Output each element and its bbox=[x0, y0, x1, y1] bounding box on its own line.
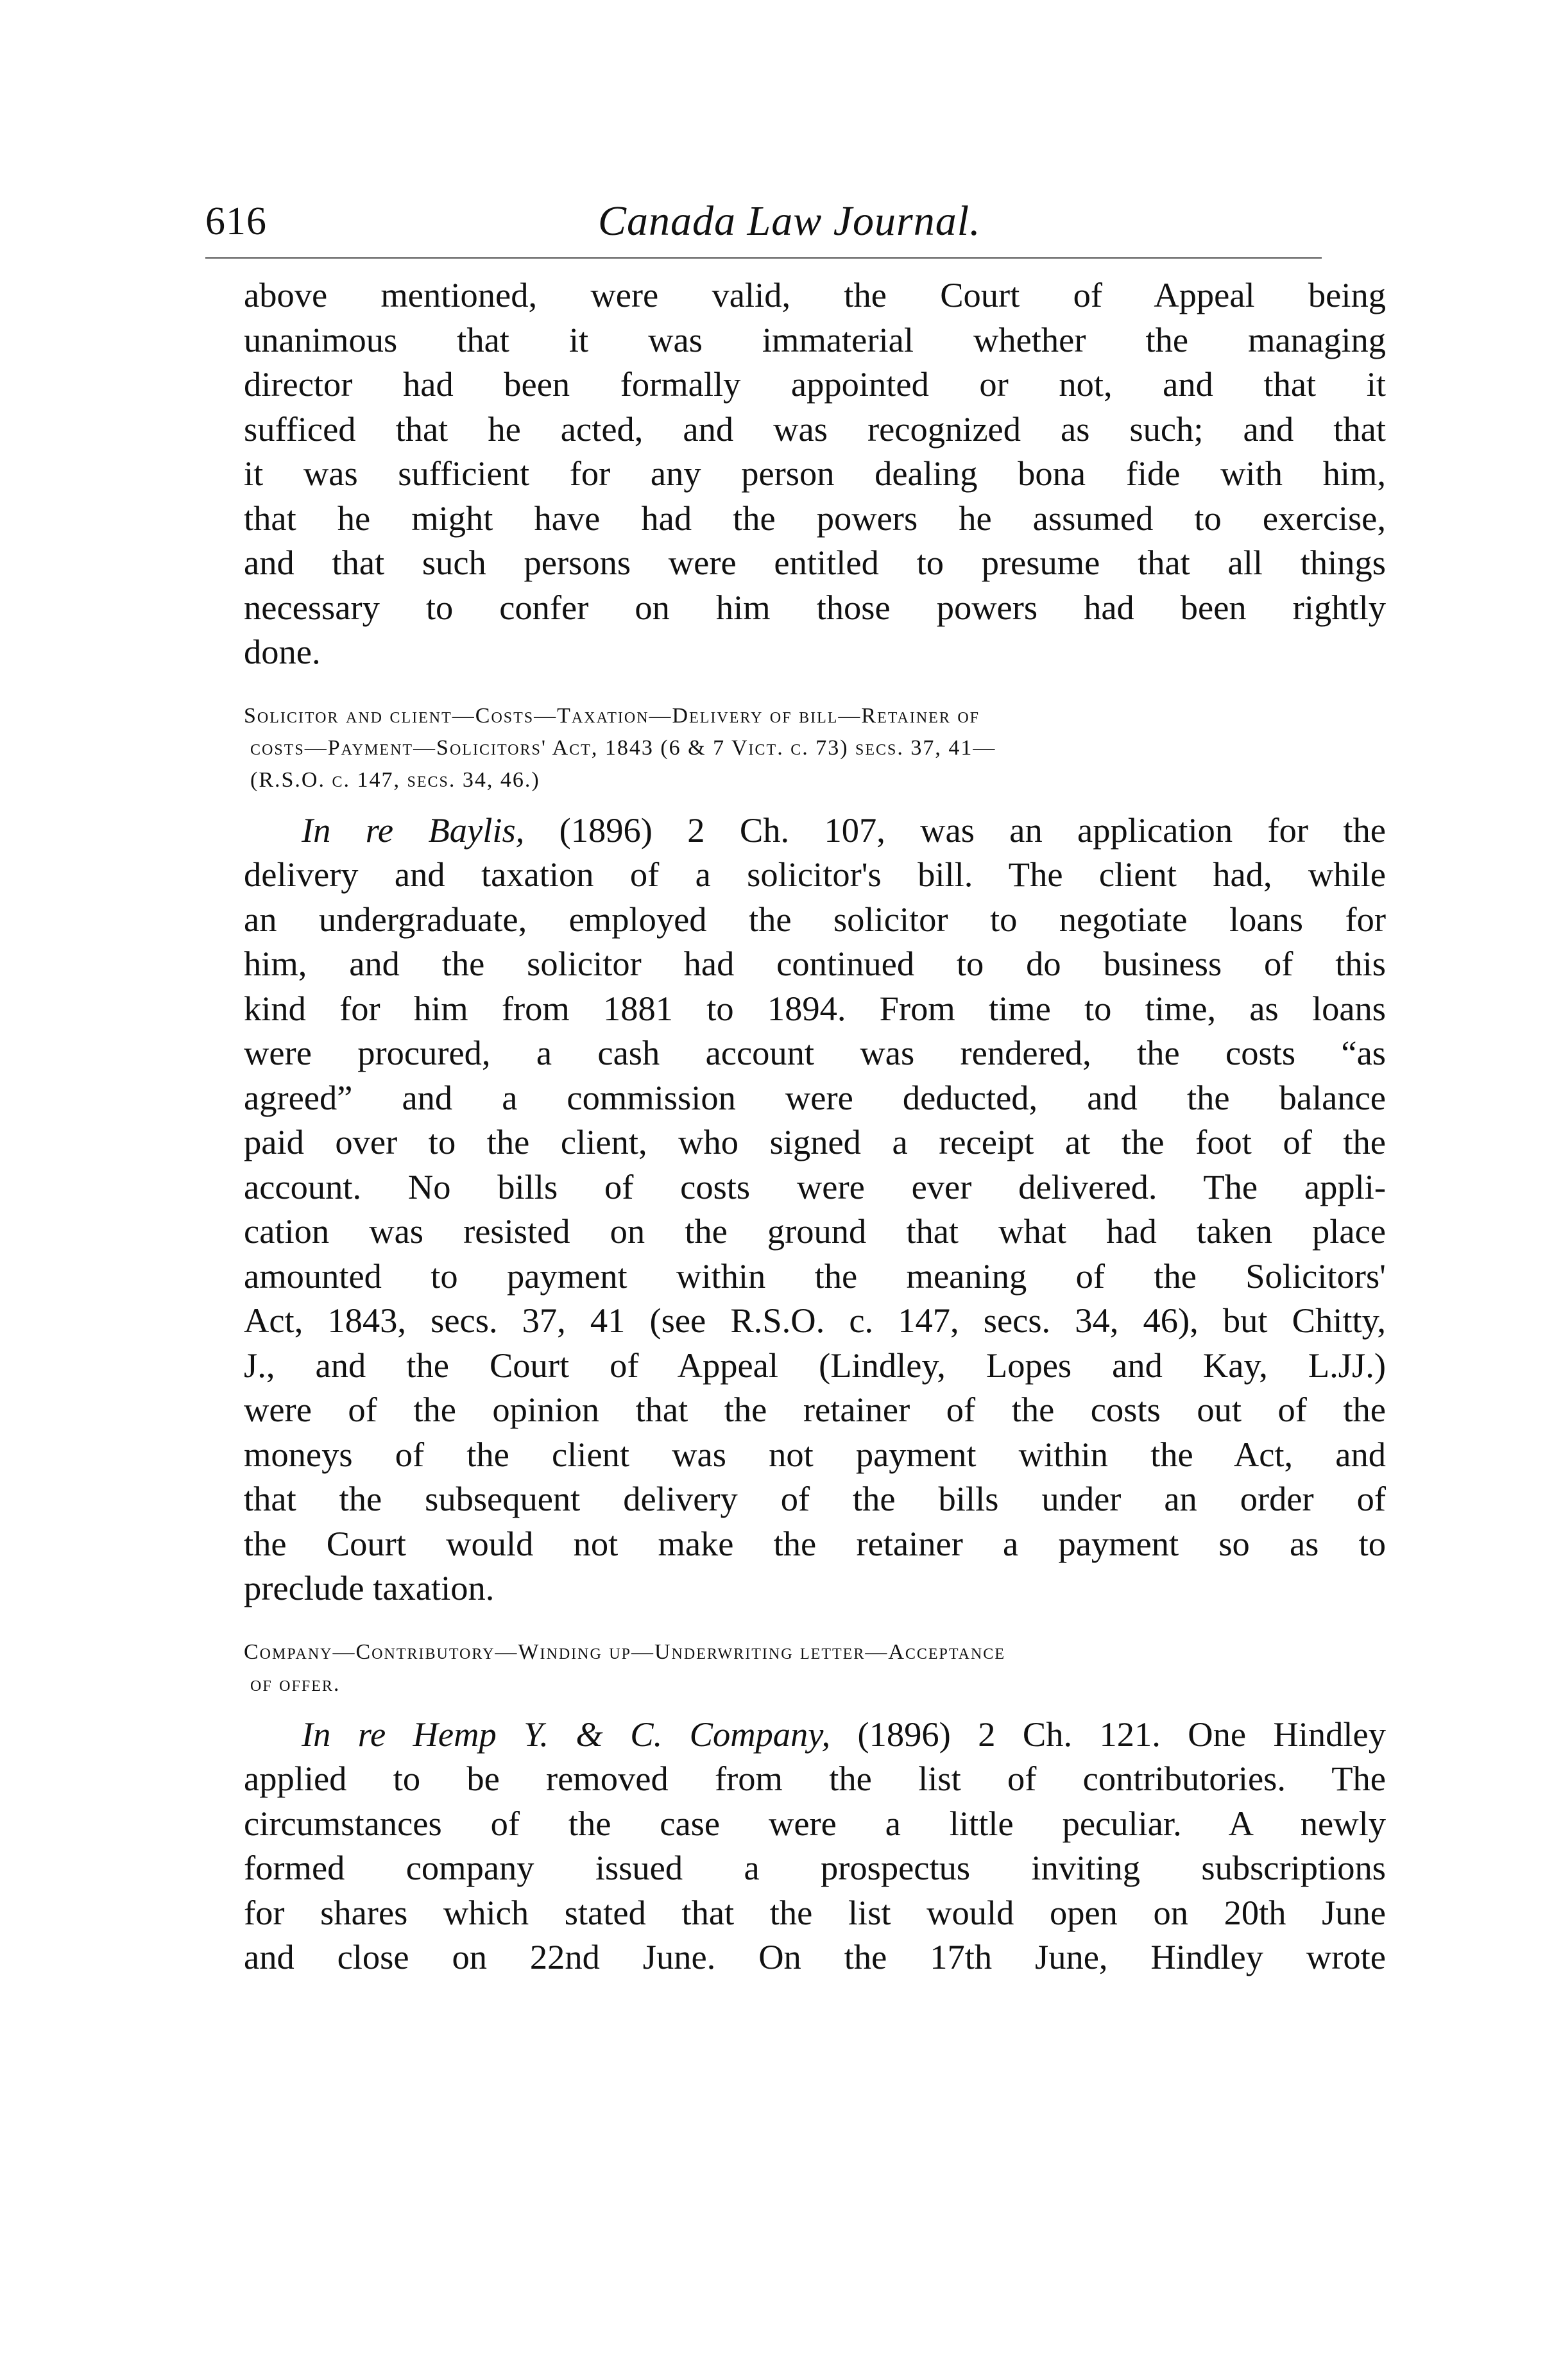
case-citation: (1896) 2 Ch. 121. One Hindley bbox=[830, 1714, 1386, 1754]
text-line: amounted to payment within the meaning of the Solicitors' bbox=[244, 1256, 1386, 1296]
text-line: and that such persons were entitled to presume that all things bbox=[244, 543, 1386, 582]
heading-line: costs—Payment—Solicitors' Act, 1843 (6 & 7 Vict. c. 73) secs. 37, 41— bbox=[250, 735, 996, 760]
case-paragraph-baylis bbox=[244, 808, 1386, 1611]
text-line: formed company issued a prospectus inviting subscriptions bbox=[244, 1848, 1386, 1887]
case-opening-line bbox=[244, 808, 1386, 853]
text-line: that the subsequent delivery of the bills under an order of bbox=[244, 1479, 1386, 1518]
text-line: J., and the Court of Appeal (Lindley, Lopes and Kay, L.JJ.) bbox=[244, 1345, 1386, 1385]
text-line: circumstances of the case were a little peculiar. A newly bbox=[244, 1803, 1386, 1843]
text-line: kind for him from 1881 to 1894. From time to time, as loans bbox=[244, 988, 1386, 1028]
section-heading-solicitor-client bbox=[244, 700, 1386, 796]
heading-line: of offer. bbox=[250, 1672, 341, 1696]
text-line: director had been formally appointed or not, and that it bbox=[244, 364, 1386, 404]
text-line: the Court would not make the retainer a payment so as to bbox=[244, 1523, 1386, 1563]
text-line: and close on 22nd June. On the 17th June, Hindley wrote bbox=[244, 1937, 1386, 1976]
body-text bbox=[244, 273, 1386, 1980]
text-line: it was sufficient for any person dealing bona fide with him, bbox=[244, 454, 1386, 493]
text-line: cation was resisted on the ground that what had taken place bbox=[244, 1211, 1386, 1251]
text-line: above mentioned, were valid, the Court of Appeal being bbox=[244, 275, 1386, 314]
section-heading-company-contributory bbox=[244, 1636, 1386, 1700]
text-line: that he might have had the powers he assumed to exercise, bbox=[244, 498, 1386, 538]
text-line: account. No bills of costs were ever delivered. The appli- bbox=[244, 1167, 1386, 1206]
case-name: In re Hemp Y. & C. Company, bbox=[302, 1714, 831, 1754]
text-line: Act, 1843, secs. 37, 41 (see R.S.O. c. 147, secs. 34, 46), but Chitty, bbox=[244, 1301, 1386, 1340]
running-title: Canada Law Journal. bbox=[598, 198, 981, 244]
text-line: for shares which stated that the list would open on 20th June bbox=[244, 1892, 1386, 1932]
text-line: an undergraduate, employed the solicitor to negotiate loans for bbox=[244, 899, 1386, 939]
text-line: him, and the solicitor had continued to do business of this bbox=[244, 944, 1386, 983]
text-line: moneys of the client was not payment within the Act, and bbox=[244, 1434, 1386, 1474]
text-line: unanimous that it was immaterial whether the managing bbox=[244, 320, 1386, 359]
text-line: paid over to the client, who signed a receipt at the foot of the bbox=[244, 1122, 1386, 1161]
page-header bbox=[205, 196, 1322, 266]
case-paragraph-hemp bbox=[244, 1712, 1386, 1980]
header-rule bbox=[205, 257, 1322, 259]
text-line: delivery and taxation of a solicitor's bill. The client had, while bbox=[244, 855, 1386, 894]
page-number: 616 bbox=[205, 200, 267, 243]
case-citation: (1896) 2 Ch. 107, was an application for the bbox=[524, 810, 1386, 850]
text-line: done. bbox=[244, 632, 321, 671]
case-name: In re Baylis, bbox=[302, 810, 525, 850]
text-line: necessary to confer on him those powers had been rightly bbox=[244, 587, 1386, 627]
heading-line: (R.S.O. c. 147, secs. 34, 46.) bbox=[250, 767, 540, 792]
text-line: were procured, a cash account was rendered, the costs “as bbox=[244, 1033, 1386, 1072]
text-line: were of the opinion that the retainer of the costs out of the bbox=[244, 1390, 1386, 1429]
text-line: sufficed that he acted, and was recognized as such; and that bbox=[244, 409, 1386, 449]
text-line: preclude taxation. bbox=[244, 1568, 495, 1607]
opening-paragraph bbox=[244, 273, 1386, 674]
heading-line: Company—Contributory—Winding up—Underwriting letter—Acceptance bbox=[244, 1639, 1005, 1664]
text-line: applied to be removed from the list of contributories. The bbox=[244, 1759, 1386, 1798]
heading-line: Solicitor and client—Costs—Taxation—Delivery of bill—Retainer of bbox=[244, 703, 980, 728]
text-line: agreed” and a commission were deducted, and the balance bbox=[244, 1077, 1386, 1117]
case-opening-line bbox=[244, 1712, 1386, 1757]
